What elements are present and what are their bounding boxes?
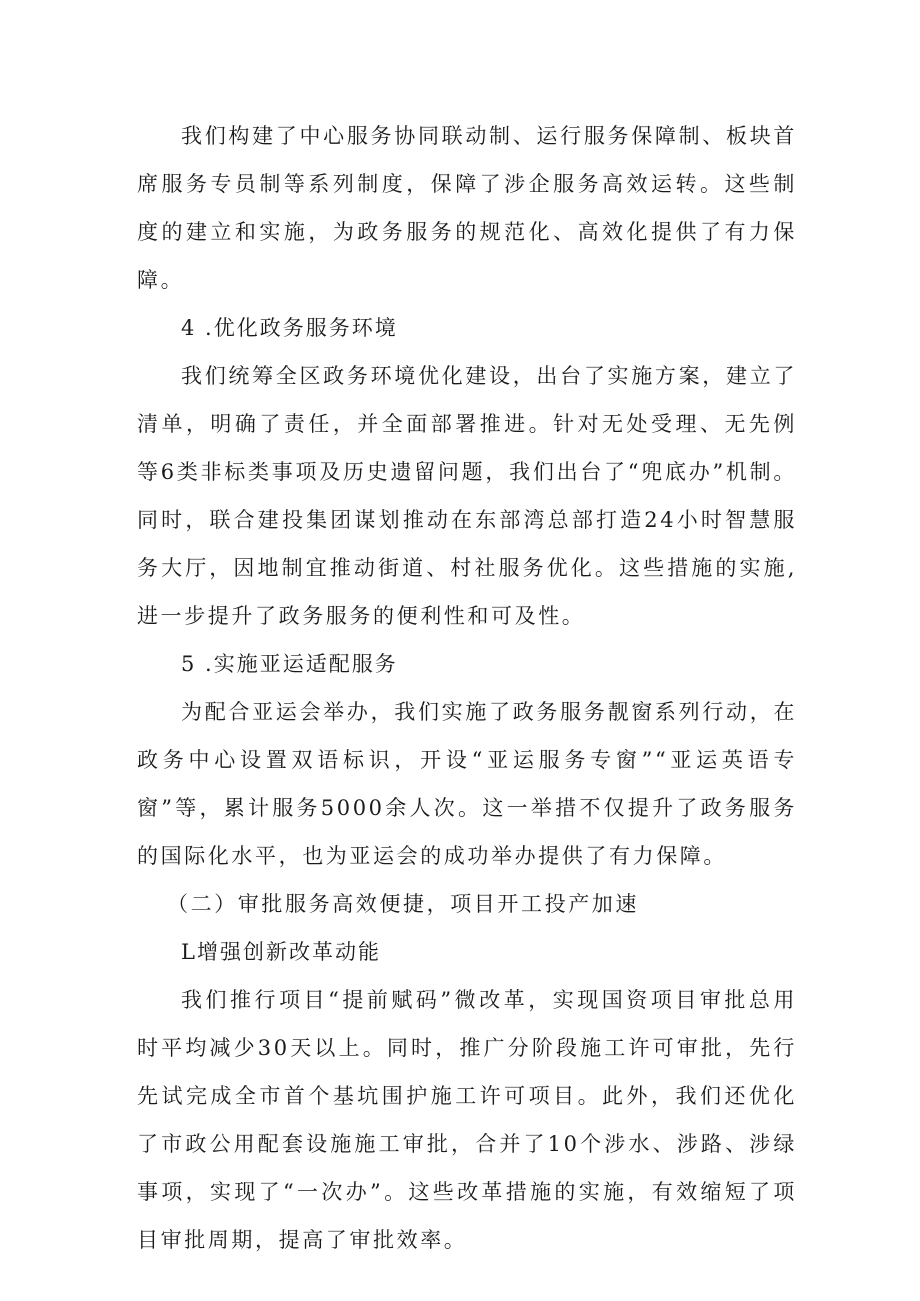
paragraph-approval-reform: 我们推行项目“提前赋码”微改革，实现国资项目审批总用时平均减少30天以上。同时，推广分阶段施工许可审批，先行先试完成全市首个基坑围护施工许可项目。此外，我们还优化了市政公用配套设施施工审批，合并了10个涉水、涉路、涉绿事项，实现了“一次办”。这些改革措施的实施，有效缩短了项目审批周期，提高了审批效率。 (137, 988, 797, 1252)
paragraph-environment-optimization: 我们统筹全区政务环境优化建设，出台了实施方案，建立了清单，明确了责任，并全面部署推进。针对无处受理、无先例等6类非标类事项及历史遗留问题，我们出台了“兜底办”机制。同时，联合建投集团谋划推动在东部湾总部打造24小时智慧服务大厅，因地制宜推动街道、村社服务优化。这些措施的实施,进一步提升了政务服务的便利性和可及性。 (137, 364, 797, 628)
section-heading-approval-service: （二）审批服务高效便捷，项目开工投产加速 (167, 892, 639, 916)
document-body (137, 112, 797, 1264)
section-heading-innovation-reform: L增强创新改革动能 (181, 940, 381, 964)
section-heading-optimize-environment: 4 .优化政务服务环境 (181, 316, 398, 340)
section-heading-asian-games-service: 5 .实施亚运适配服务 (181, 652, 398, 676)
paragraph-service-systems: 我们构建了中心服务协同联动制、运行服务保障制、板块首席服务专员制等系列制度，保障了涉企服务高效运转。这些制度的建立和实施，为政务服务的规范化、高效化提供了有力保障。 (137, 124, 797, 292)
paragraph-asian-games-service: 为配合亚运会举办，我们实施了政务服务靓窗系列行动，在政务中心设置双语标识，开设“亚运服务专窗”“亚运英语专窗”等，累计服务5000余人次。这一举措不仅提升了政务服务的国际化水平，也为亚运会的成功举办提供了有力保障。 (137, 700, 797, 868)
